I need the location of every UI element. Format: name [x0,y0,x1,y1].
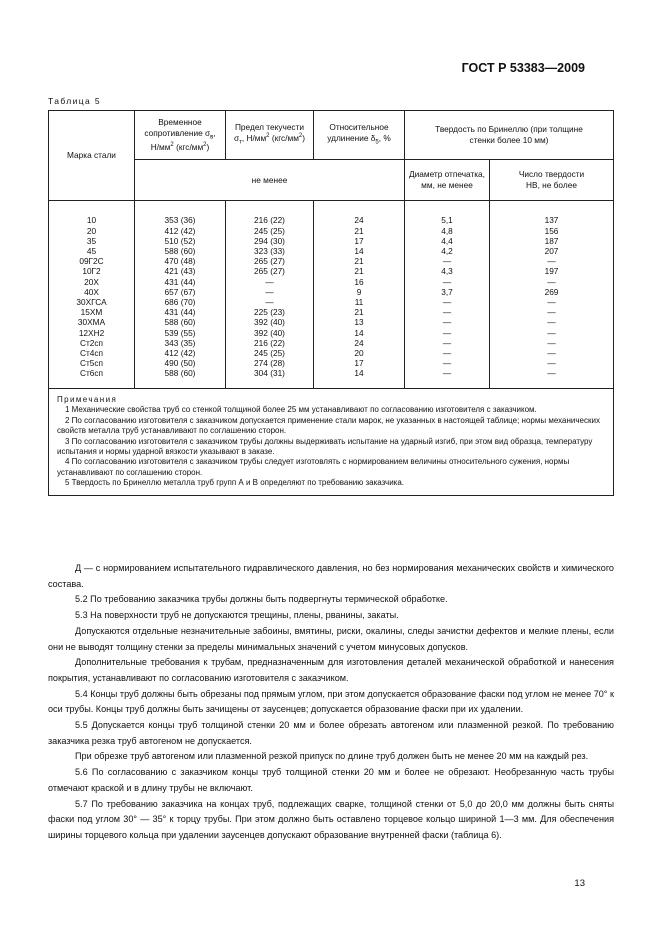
header-imprint-diameter: Диаметр отпечатка, мм, не менее [405,160,490,201]
header-not-less: не менее [135,160,405,201]
table-cell: 323 (33) [254,245,285,256]
table-cell: — [547,307,556,318]
header-hb-number: Число твердости НВ, не более [490,160,614,201]
table-cell: — [442,348,452,359]
table-cell: — [265,286,274,297]
note-1: 1 Механические свойства труб со стенкой толщиной более 25 мм устанавливают по согласованию изготовителя с заказчиком. [65,405,537,415]
paragraph-allowance: При обрезке труб автогеном или плазменной резкой припуск по длине труб должен быть не менее 20 мм на каждый рез. [75,751,589,762]
table-cell: 294 (30) [254,235,285,246]
table-cell: 16 [354,276,364,287]
paragraph-defects: Допускаются отдельные незначительные забоины, вмятины, риски, окалины, следы зачистки дефектов и мелкие плены, если они не выводят толщину стенки за пределы минимальных значений с учетом минусовых допусков. [48,625,614,652]
table-cell: — [442,307,452,318]
table-cell: 588 (60) [164,317,196,328]
note-3: 3 По согласованию изготовителя с заказчиком трубы должны выдерживать испытание на ударный изгиб, при этом вид образца, температуру испытания и нормы ударной вязкости указывают в заказе. [57,436,593,456]
diameter-column [405,201,490,389]
table-cell: — [442,358,452,369]
table-cell: Ст2сп [79,337,104,348]
table-cell: 187 [544,235,559,246]
paragraph-additional: Дополнительные требования к трубам, предназначенным для изготовления деталей механической обработкой и нанесения покрытия, устанавливают по согласованию изготовителя с заказчиком. [48,657,614,683]
table-cell: 24 [354,337,364,348]
table-cell: 274 (28) [254,358,285,369]
table-cell: 35 [86,235,97,246]
table-cell: — [265,276,274,287]
table-cell: 304 (31) [254,368,285,379]
header-brinell-hardness: Твердость по Бринеллю (при толщине стенки более 10 мм) [405,111,614,160]
tensile-column [135,201,226,389]
table-cell: 14 [354,245,364,256]
paragraph-5-4: 5.4 Концы труб должны быть обрезаны под прямым углом, при этом допускается образование фаски под углом не менее 70° к оси трубы. Концы труб должны быть зачищены от заусенцев; допускается образование фаски при их удалении. [48,688,614,715]
table-cell: 17 [354,235,364,246]
table-cell: — [442,337,452,348]
header-tensile-strength: Временное сопротивление $\sigma_в$, $Н/мм^2$ $(кгс/мм^2)$ [135,111,226,160]
table-cell: — [547,348,556,359]
table-cell: 470 (48) [164,256,196,267]
table-cell: — [442,317,452,328]
table-cell: 353 (36) [164,215,196,226]
table-cell: 9 [356,286,362,297]
table-cell: — [442,297,452,307]
table-cell: 412 (42) [164,225,196,236]
table-cell: 197 [544,266,559,277]
table-cell: 09Г2С [79,256,104,267]
table-cell: 265 (27) [254,266,285,277]
paragraph-5-5: 5.5 Допускается концы труб толщиной стенки 20 мм и более обрезать автогеном или плазменной резкой. По требованию заказчика резка труб автогеном не допускается. [48,720,614,746]
paragraph-5-3: 5.3 На поверхности труб не допускаются трещины, плены, рванины, закаты. [75,610,399,621]
table-cell: 657 (67) [164,286,196,297]
elongation-column [314,201,405,389]
table-cell: — [547,358,556,369]
table-cell: — [547,337,556,348]
table-cell: 343 (35) [164,337,196,348]
table-cell: 245 (25) [254,225,285,236]
table-cell: 20 [86,225,97,236]
table-cell: 4,3 [441,266,453,277]
hb-column [490,201,614,389]
table-cell: 21 [354,225,364,236]
note-5: 5 Твердость по Бринеллю металла труб групп А и В определяют по требованию заказчика. [65,478,405,488]
table-cell: 11 [354,297,364,307]
table-cell: 156 [544,225,559,236]
table-cell: 510 (52) [164,235,196,246]
table-cell: 14 [354,368,364,379]
table-cell: 392 (40) [254,317,285,328]
table-cell: 4,2 [441,245,453,256]
table-cell: 30ХМА [77,317,106,328]
table-cell: 225 (23) [254,307,285,318]
page-number: 13 [574,878,585,889]
table-cell: — [265,297,274,307]
table-cell: 392 (40) [254,327,285,338]
table-cell: 17 [354,358,364,369]
header-yield-strength: Предел текучести $\sigma_т$, $Н/мм^2$ $(кгс/мм^2)$ [226,111,314,160]
table-cell: — [547,276,556,287]
table-cell: 216 (22) [254,337,285,348]
yield-column [226,201,314,389]
table-cell: 245 (25) [254,348,285,359]
header-elongation: Относительное удлинение $\delta_5$, % [314,111,405,160]
paragraph-5-6: 5.6 По согласованию с заказчиком концы труб толщиной стенки 20 мм и более не обрезают. Необрезанную часть трубы отмечают краской и в длину трубы не включают. [48,767,614,793]
table-cell: 20 [354,348,364,359]
header-grade: Марка стали [49,111,135,201]
table-notes [49,389,614,496]
note-4: 4 По согласованию изготовителя с заказчиком трубы следует изготовлять с нормированием величины относительного сужения, нормы устанавливают по соглашению сторон. [57,457,570,477]
table-cell: 10 [86,215,97,226]
table-cell: 15ХМ [80,307,103,318]
table-cell: — [442,368,452,379]
table-cell: 686 (70) [164,297,196,307]
table-cell: 21 [354,266,364,277]
table-cell: 431 (44) [164,307,196,318]
body-text [48,561,614,844]
standard-header: ГОСТ Р 53383—2009 [461,61,585,75]
table-cell: Ст5сп [79,358,104,369]
table-cell: 4,8 [441,225,453,236]
table-cell: 588 (60) [164,368,196,379]
table-cell: 431 (44) [164,276,196,287]
table-cell: — [547,327,556,338]
table-cell: 265 (27) [254,256,285,267]
table-cell: 216 (22) [254,215,285,226]
table-cell: 539 (55) [164,327,196,338]
table-cell: 412 (42) [164,348,196,359]
table-cell: 137 [544,215,559,226]
table-caption: Таблица 5 [48,96,102,106]
table-cell: 20Х [84,276,99,287]
table-cell: 24 [354,215,364,226]
table-cell: 5,1 [441,215,453,226]
table-cell: 40Х [84,286,99,297]
table-cell: 490 (50) [164,358,196,369]
table-cell: — [547,256,556,267]
table-cell: 269 [544,286,559,297]
table-cell: 207 [544,245,559,256]
table-cell: 45 [86,245,97,256]
grade-column [49,201,135,389]
table-cell: 14 [354,327,364,338]
table-cell: 21 [354,256,364,267]
table-cell: 3,7 [441,286,453,297]
table-cell: — [442,256,452,267]
table-cell: 10Г2 [82,266,101,277]
notes-title: Примечания [57,395,118,404]
table-cell: Ст4сп [79,348,104,359]
table-cell: — [547,317,556,328]
paragraph-d: Д — с нормированием испытательного гидравлического давления, но без нормирования механических свойств и химического состава. [48,563,614,589]
table-cell: 4,4 [441,235,453,246]
note-2: 2 По согласованию изготовителя с заказчиком допускается применение стали марок, не указанных в настоящей таблице; нормы механических свойств металла труб устанавливают по соглашению сторон. [57,415,600,436]
paragraph-5-2: 5.2 По требованию заказчика трубы должны быть подвергнуты термической обработке. [75,594,448,605]
table-cell: 30ХГСА [76,297,107,307]
table-cell: 12ХН2 [78,327,105,338]
mechanical-properties-table [48,110,614,496]
table-cell: — [442,327,452,338]
table-cell: — [442,276,452,287]
table-cell: 588 (60) [164,245,196,256]
table-cell: — [547,368,556,379]
table-cell: 21 [354,307,364,318]
table-cell: 13 [354,317,364,328]
table-cell: Ст6сп [79,368,104,379]
table-cell: 421 (43) [164,266,196,277]
paragraph-5-7: 5.7 По требованию заказчика на концах труб, подлежащих сварке, толщиной стенки от 5,0 до 20,0 мм должны быть сняты фаски под углом 30° — 35° к торцу трубы. При этом должно быть оставлено торцевое кольцо шириной 1—3 мм. Для обеспечения ширины торцевого кольца при удалении заусенцев допускают образование внутренней фаски (таблица 6). [48,798,614,840]
table-cell: — [547,297,556,307]
